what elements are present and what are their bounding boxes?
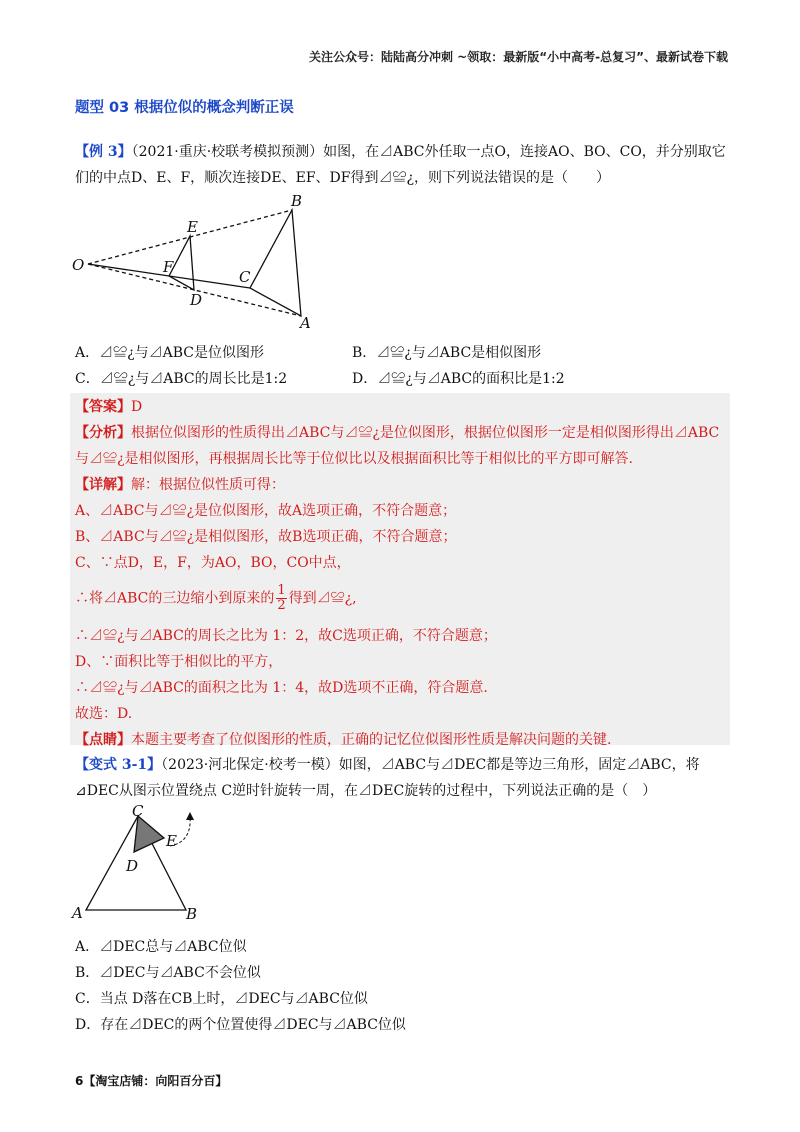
fraction-denominator: 2 (277, 598, 286, 613)
page-footer: 6【淘宝店铺：向阳百分百】 (75, 1074, 228, 1088)
detail-intro: 解：根据位似性质可得： (131, 477, 285, 493)
triangle-ABC (250, 210, 301, 316)
variant31-tag: 【变式 3-1】 (75, 757, 162, 773)
example3-option-c: C．⊿≌¿与⊿ABC的周长比是1:2 (75, 371, 288, 387)
detail-a: A、⊿ABC与⊿≌¿是位似图形，故A选项正确，不符合题意； (75, 503, 457, 519)
label-D: D (126, 857, 139, 875)
label-C: C (132, 802, 144, 820)
point-line (75, 730, 611, 750)
example3-figure (60, 188, 340, 333)
point-tag: 【点睛】 (75, 732, 131, 748)
variant31-option-c: C．当点 D落在CB上时，⊿DEC与⊿ABC位似 (75, 991, 368, 1007)
label-E: E (166, 832, 177, 850)
variant31-line2: ⊿DEC从图示位置绕点 C逆时针旋转一周，在⊿DEC旋转的过程中，下列说法正确的是（ ） (75, 783, 657, 799)
point-text: 本题主要考查了位似图形的性质，正确的记忆位似图形性质是解决问题的关键. (131, 732, 612, 748)
analysis-tag: 【分析】 (75, 425, 131, 441)
label-B: B (291, 192, 303, 210)
label-D: D (190, 291, 203, 309)
example3-tag: 【例 3】 (75, 144, 132, 160)
example3-line1 (75, 142, 726, 162)
fraction-one-half (276, 584, 286, 613)
answer-line (75, 397, 142, 417)
label-A: A (72, 904, 83, 922)
detail-b: B、⊿ABC与⊿≌¿是相似图形，故B选项正确，不符合题意； (75, 529, 457, 545)
label-E: E (187, 218, 198, 236)
detail-c1: C、∵点D，E，F，为AO，BO，CO中点， (75, 555, 351, 571)
variant31-line1 (75, 755, 700, 775)
variant31-text1: （2023·河北保定·校考一模）如图，⊿ABC与⊿DEC都是等边三角形，固定⊿ABC，将 (161, 757, 700, 773)
analysis-line1 (75, 423, 719, 443)
detail-intro-line (75, 475, 285, 495)
section-title: 题型 03 根据位似的概念判断正误 (75, 100, 294, 116)
detail-d2: ∴⊿≌¿与⊿ABC的面积之比为 1：4，故D选项不正确，符合题意. (75, 680, 488, 696)
rotation-arrow-head (186, 812, 194, 820)
label-A: A (300, 314, 311, 332)
triangle-DEC (134, 816, 164, 852)
page-header: 关注公众号：陆陆高分冲刺 ~领取：最新版“小中高考-总复习”、最新试卷下载 (309, 50, 728, 64)
example3-text1: （2021·重庆·校联考模拟预测）如图，在⊿ABC外任取一点O，连接AO、BO、CO，并分别取它 (131, 144, 726, 160)
answer-tag: 【答案】 (75, 399, 131, 415)
example3-option-b: B．⊿≌¿与⊿ABC是相似图形 (352, 345, 542, 361)
detail-c2-post: 得到⊿≌¿, (288, 590, 357, 607)
variant31-option-b: B．⊿DEC与⊿ABC不会位似 (75, 965, 261, 981)
example3-line2: 们的中点D、E、F，顺次连接DE、EF、DF得到⊿≌¿，则下列说法错误的是（ ） (75, 170, 610, 186)
detail-c3: ∴⊿≌¿与⊿ABC的周长之比为 1：2，故C选项正确，不符合题意； (75, 628, 497, 644)
detail-tag: 【详解】 (75, 477, 131, 493)
detail-c2-pre: ∴将⊿ABC的三边缩小到原来的 (75, 590, 275, 607)
detail-d1: D、∵面积比等于相似比的平方， (75, 654, 283, 670)
answer-value: D (131, 399, 143, 415)
label-F: F (163, 258, 174, 276)
analysis-line2: 与⊿≌¿是相似图形，再根据周长比等于位似比以及根据面积比等于相似比的平方即可解答. (75, 451, 633, 467)
analysis-text1: 根据位似图形的性质得出⊿ABC与⊿≌¿是位似图形，根据位似图形一定是相似图形得出⊿ABC (131, 425, 720, 441)
variant31-option-d: D．存在⊿DEC的两个位置使得⊿DEC与⊿ABC位似 (75, 1017, 406, 1033)
fraction-numerator: 1 (277, 583, 286, 598)
variant31-figure (66, 802, 216, 922)
label-C: C (239, 268, 251, 286)
example3-option-d: D．⊿≌¿与⊿ABC的面积比是1:2 (352, 371, 565, 387)
example3-option-a: A．⊿≌¿与⊿ABC是位似图形 (75, 345, 264, 361)
label-B: B (186, 905, 198, 922)
variant31-option-a: A．⊿DEC总与⊿ABC位似 (75, 939, 247, 955)
label-O: O (72, 256, 85, 274)
choose-line: 故选：D. (75, 706, 133, 722)
detail-c2 (75, 584, 357, 613)
